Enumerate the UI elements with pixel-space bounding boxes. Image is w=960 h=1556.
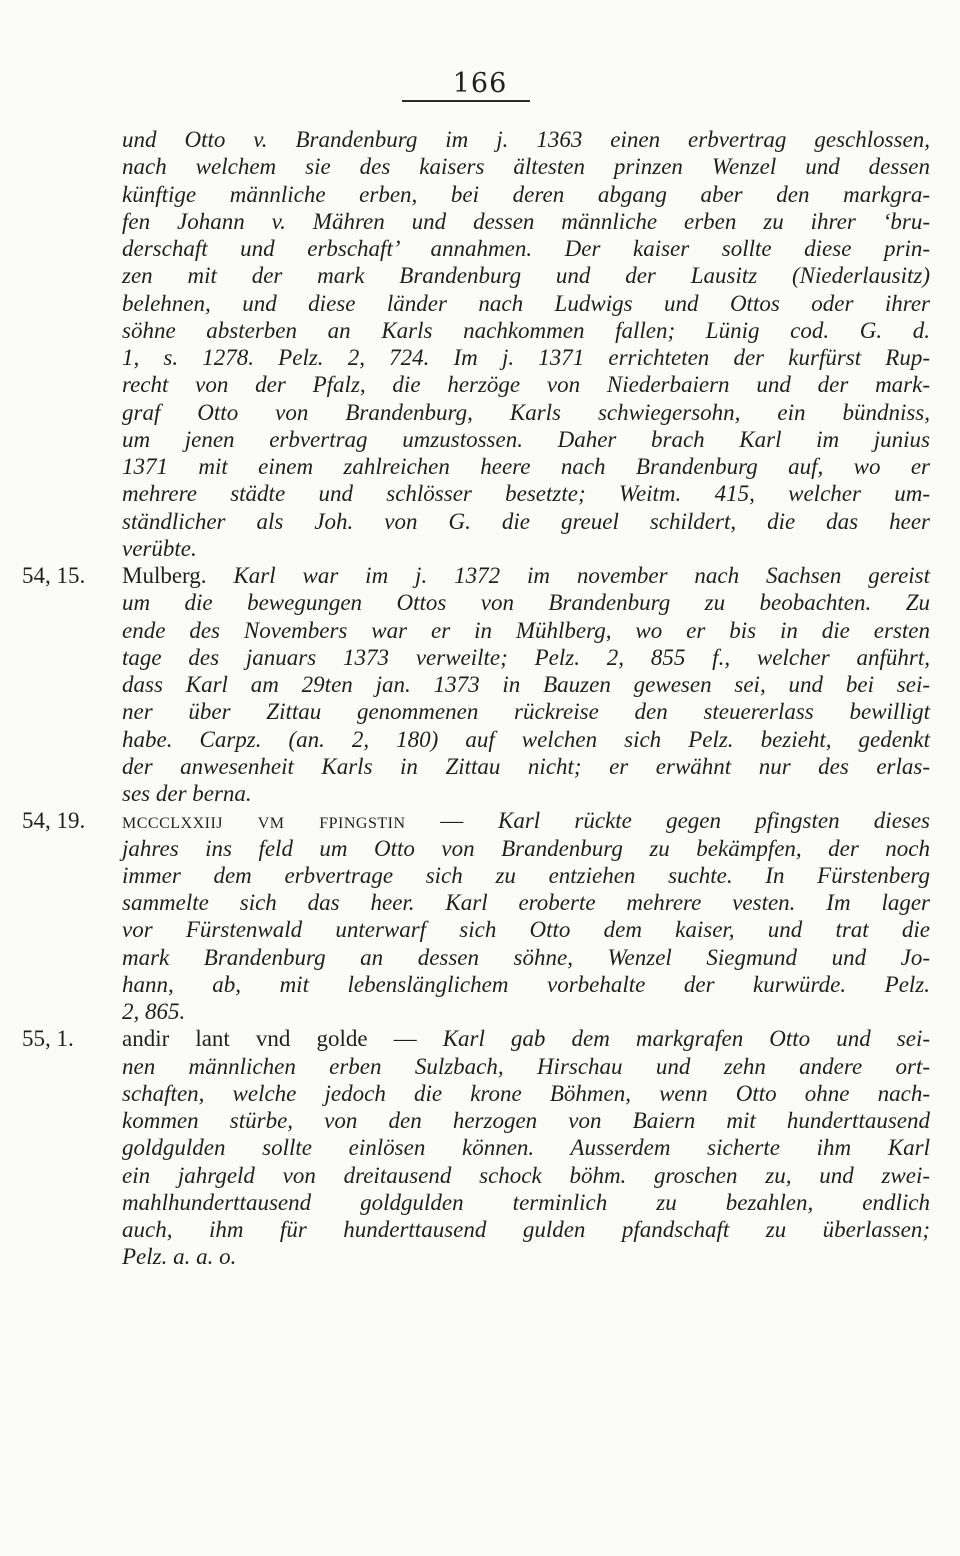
line-body: ständlicher als Joh. von G. die greuel schildert, die das heer [122, 508, 930, 534]
text-line [0, 1053, 960, 1080]
line-text [122, 671, 930, 698]
text-line [0, 1216, 960, 1243]
line-text [122, 371, 930, 398]
line-text [122, 807, 930, 834]
text-line [0, 1162, 960, 1189]
text-line [0, 399, 960, 426]
line-body: um jenen erbvertrag umzustossen. Daher brach Karl im junius [122, 426, 930, 452]
text-line [0, 344, 960, 371]
line-text [122, 835, 930, 862]
line-text [122, 235, 930, 262]
line-body: nen männlichen erben Sulzbach, Hirschau und zehn andere ort- [122, 1053, 930, 1079]
text-line [0, 317, 960, 344]
text-line [0, 916, 960, 943]
line-text [122, 998, 930, 1025]
line-text [122, 153, 930, 180]
line-body: mahlhunderttausend goldgulden terminlich zu bezahlen, endlich [122, 1189, 930, 1215]
line-text [122, 1107, 930, 1134]
line-body: auch, ihm für hunderttausend gulden pfandschaft zu überlassen; [122, 1217, 930, 1242]
line-text [122, 589, 930, 616]
line-body: tage des januars 1373 verweilte; Pelz. 2, 855 f., welcher anführt, [122, 644, 930, 670]
text-line [0, 453, 960, 480]
text-line [0, 835, 960, 862]
text-line [0, 1243, 960, 1270]
lemma: andir lant vnd golde — [122, 1026, 417, 1052]
text-line [0, 889, 960, 916]
header-rule [402, 100, 530, 102]
line-text [122, 562, 930, 589]
line-text [122, 1134, 930, 1161]
line-body: derschaft und erbschaft’ annahmen. Der kaiser sollte diese prin- [122, 236, 930, 261]
text-line [0, 235, 960, 262]
text-line [0, 181, 960, 208]
line-body: Karl war im j. 1372 im november nach Sachsen gereist [233, 563, 931, 588]
line-body: 1371 mit einem zahlreichen heere nach Brandenburg auf, wo er [122, 454, 930, 479]
line-text [122, 290, 930, 317]
line-body: 1, s. 1278. Pelz. 2, 724. Im j. 1371 errichteten der kurfürst Rup- [122, 345, 930, 370]
page-number: 166 [452, 68, 508, 99]
text-line [0, 644, 960, 671]
line-body: ner über Zittau genommenen rückreise den steuererlass bewilligt [122, 699, 930, 725]
text-line [0, 671, 960, 698]
line-body: Pelz. a. a. o. [122, 1244, 237, 1270]
text-line [0, 153, 960, 180]
line-text [122, 862, 930, 889]
line-body: fen Johann v. Mähren und dessen männliche erben zu ihrer ‘bru- [122, 208, 930, 234]
text-line [0, 126, 960, 153]
line-text [122, 126, 930, 153]
line-body: graf Otto von Brandenburg, Karls schwiegersohn, ein bündniss, [122, 399, 930, 425]
line-body: zen mit der mark Brandenburg und der Lausitz (Niederlausitz) [122, 263, 930, 289]
text-line [0, 371, 960, 398]
line-body: hann, ab, mit lebenslänglichem vorbehalte der kurwürde. Pelz. [122, 971, 930, 997]
text-line [0, 753, 960, 780]
line-text [122, 971, 930, 998]
line-body: mark Brandenburg an dessen söhne, Wenzel Siegmund und Jo- [122, 944, 930, 970]
line-reference: 54, 19. [22, 808, 86, 834]
line-text [122, 1189, 930, 1216]
line-body: nach welchem sie des kaisers ältesten prinzen Wenzel und dessen [122, 154, 930, 180]
commentary-body [0, 126, 960, 1271]
line-body: habe. Carpz. (an. 2, 180) auf welchen sich Pelz. bezieht, gedenkt [122, 726, 930, 752]
line-body: 2, 865. [122, 999, 186, 1024]
line-text [122, 726, 930, 753]
text-line [0, 1080, 960, 1107]
line-text [122, 317, 930, 344]
line-body: dass Karl am 29ten jan. 1373 in Bauzen gewesen sei, und bei sei- [122, 672, 930, 697]
text-line [0, 1134, 960, 1161]
text-line [0, 208, 960, 235]
line-reference: 55, 1. [22, 1026, 74, 1052]
line-text [122, 753, 930, 780]
text-line [0, 562, 960, 589]
line-body: sammelte sich das heer. Karl eroberte mehrere vesten. Im lager [122, 890, 930, 915]
text-line [0, 480, 960, 507]
line-body: vor Fürstenwald unterwarf sich Otto dem kaiser, und trat die [122, 917, 930, 943]
lemma: Mulberg. [122, 563, 207, 588]
line-text [122, 262, 930, 289]
line-body: kommen stürbe, von den herzogen von Baiern mit hunderttausend [122, 1108, 930, 1133]
text-line [0, 971, 960, 998]
line-text [122, 944, 930, 971]
line-text [122, 1243, 930, 1270]
line-text [122, 617, 930, 644]
line-text [122, 1162, 930, 1189]
line-body: verübte. [122, 535, 197, 561]
text-line [0, 944, 960, 971]
lemma: mccclxxiij vm fpingstin — [122, 808, 464, 834]
text-line [0, 998, 960, 1025]
line-text [122, 780, 930, 807]
line-text [122, 916, 930, 943]
text-line [0, 535, 960, 562]
text-line [0, 698, 960, 725]
line-text [122, 181, 930, 208]
line-text [122, 208, 930, 235]
line-body: immer dem erbvertrage sich zu entziehen suchte. In Fürstenberg [122, 862, 930, 888]
line-reference: 54, 15. [22, 563, 86, 588]
text-line [0, 617, 960, 644]
line-body: schaften, welche jedoch die krone Böhmen, wenn Otto ohne nach- [122, 1080, 930, 1106]
text-line [0, 426, 960, 453]
text-line [0, 508, 960, 535]
line-text [122, 399, 930, 426]
text-line [0, 1189, 960, 1216]
line-text [122, 453, 930, 480]
line-text [122, 644, 930, 671]
line-body: ende des Novembers war er in Mühlberg, wo er bis in die ersten [122, 617, 930, 643]
line-text [122, 535, 930, 562]
line-text [122, 508, 930, 535]
line-body: goldgulden sollte einlösen können. Ausserdem sicherte ihm Karl [122, 1135, 930, 1161]
line-body: jahres ins feld um Otto von Brandenburg zu bekämpfen, der noch [122, 835, 930, 861]
line-body: Karl gab dem markgrafen Otto und sei- [442, 1026, 930, 1052]
text-line [0, 807, 960, 834]
line-body: belehnen, und diese länder nach Ludwigs und Ottos oder ihrer [122, 290, 930, 316]
line-text [122, 889, 930, 916]
line-body: ein jahrgeld von dreitausend schock böhm. groschen zu, und zwei- [122, 1162, 930, 1188]
text-line [0, 589, 960, 616]
text-line [0, 726, 960, 753]
text-line [0, 862, 960, 889]
line-text [122, 1080, 930, 1107]
line-text [122, 344, 930, 371]
line-body: um die bewegungen Ottos von Brandenburg zu beobachten. Zu [122, 590, 930, 616]
line-text [122, 698, 930, 725]
line-body: ses der berna. [122, 781, 252, 806]
line-body: recht von der Pfalz, die herzöge von Niederbaiern und der mark- [122, 372, 930, 398]
text-line [0, 262, 960, 289]
line-body: und Otto v. Brandenburg im j. 1363 einen erbvertrag geschlossen, [122, 127, 930, 152]
line-text [122, 1053, 930, 1080]
line-text [122, 1025, 930, 1052]
text-line [0, 290, 960, 317]
text-line [0, 780, 960, 807]
line-body: künftige männliche erben, bei deren abgang aber den markgra- [122, 181, 930, 207]
line-body: söhne absterben an Karls nachkommen fallen; Lünig cod. G. d. [122, 317, 930, 343]
line-body: der anwesenheit Karls in Zittau nicht; er erwähnt nur des erlas- [122, 753, 930, 779]
text-line [0, 1025, 960, 1052]
line-text [122, 426, 930, 453]
line-text [122, 1216, 930, 1243]
line-body: mehrere städte und schlösser besetzte; Weitm. 415, welcher um- [122, 481, 930, 507]
line-text [122, 480, 930, 507]
line-body: Karl rückte gegen pfingsten dieses [498, 808, 931, 834]
text-line [0, 1107, 960, 1134]
